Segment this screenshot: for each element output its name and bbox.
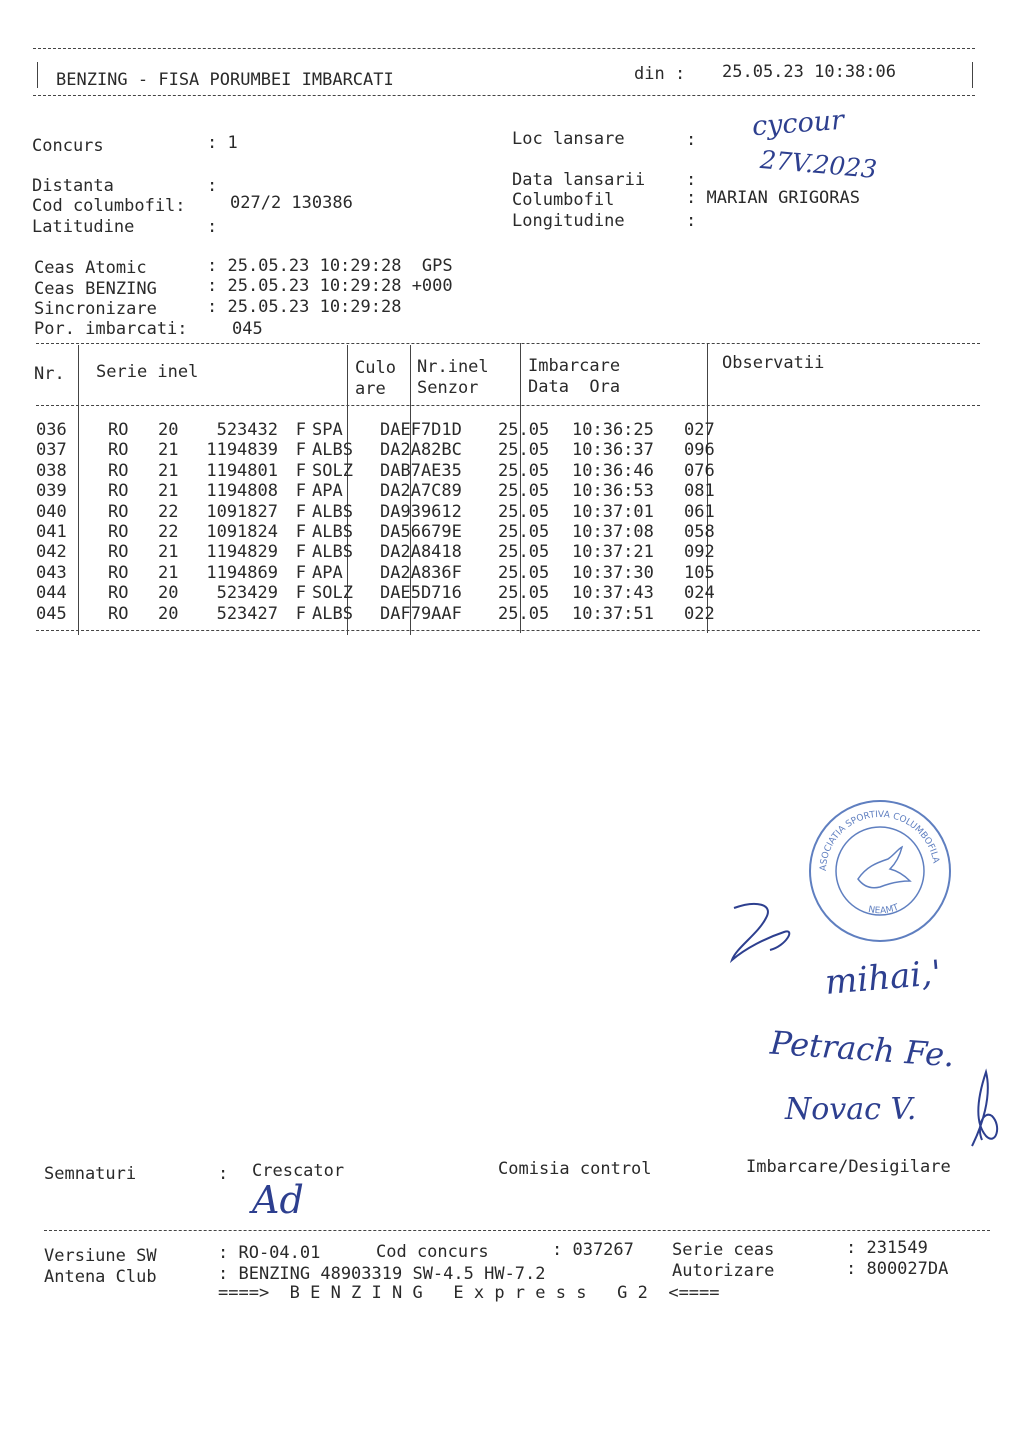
cell-data: 25.05 (498, 562, 550, 583)
cod-concurs-value: : 037267 (552, 1240, 634, 1260)
header-top-rule (33, 48, 975, 49)
cell-data: 25.05 (498, 603, 550, 624)
col-header-nr: Nr. (34, 364, 65, 384)
cell-ora: 10:37:51 (572, 603, 654, 624)
handwritten-mihai: mihai,' (823, 953, 943, 1003)
cell-ora: 10:36:53 (572, 481, 654, 502)
table-top-rule (36, 343, 980, 344)
cell-inel: 1194839 (206, 440, 278, 461)
cell-culoare: ALBS (312, 501, 353, 522)
cell-an: 22 (158, 522, 179, 543)
latitudine-label: Latitudine (32, 217, 135, 237)
cell-senzor: DAEF7D1D (380, 420, 462, 440)
table-bottom-rule (36, 630, 980, 631)
dove-icon (858, 847, 910, 888)
columbofil-label: Columbofil (512, 190, 615, 210)
antena-club-value: : BENZING 48903319 SW-4.5 HW-7.2 (218, 1264, 546, 1284)
versiune-sw-label: Versiune SW (44, 1246, 157, 1266)
cell-sex: F (295, 420, 306, 440)
concurs-value: : 1 (207, 133, 238, 153)
cell-culoare: ALBS (312, 603, 353, 624)
col-header-serie-inel: Serie inel (96, 362, 199, 382)
cell-ora: 10:36:37 (572, 440, 654, 461)
handwritten-petrache: Petrach Fe. (768, 1023, 956, 1075)
cell-senzor: DA2A8418 (380, 542, 462, 563)
cell-an: 21 (158, 542, 179, 563)
cell-inel: 523432 (216, 420, 278, 440)
cell-senzor: DA2A7C89 (380, 481, 462, 502)
cell-obs: 027 (684, 420, 715, 440)
document-title: BENZING - FISA PORUMBEI IMBARCATI (56, 70, 394, 90)
ceas-atomic-label: Ceas Atomic (34, 258, 147, 278)
cell-data: 25.05 (498, 583, 550, 604)
svg-text:NEAMT (867, 903, 900, 917)
cell-culoare: ALBS (312, 440, 353, 461)
cell-tara: RO (108, 440, 129, 461)
cell-sex: F (295, 542, 306, 563)
signature-scribble-1 (726, 898, 806, 968)
cell-obs: 024 (684, 583, 715, 604)
col-header-senzor: Senzor (417, 378, 479, 398)
antena-club-label: Antena Club (44, 1267, 157, 1287)
cell-tara: RO (108, 603, 129, 624)
cell-nr: 040 (36, 501, 67, 522)
handwritten-novac: Novac V. (785, 1092, 917, 1127)
stamp-bottom-text: NEAMT (867, 902, 901, 917)
cell-tara: RO (108, 501, 129, 522)
cell-sex: F (295, 440, 306, 461)
cell-culoare: APA (312, 481, 343, 502)
cell-tara: RO (108, 562, 129, 583)
table-row (36, 420, 744, 440)
cell-sex: F (295, 603, 306, 624)
cell-senzor: DA939612 (380, 501, 462, 522)
cell-nr: 036 (36, 420, 67, 440)
pigeons-table (36, 420, 744, 624)
cell-nr: 043 (36, 562, 67, 583)
ceas-benzing-label: Ceas BENZING (34, 279, 157, 299)
cell-senzor: DA2A836F (380, 562, 462, 583)
cell-tara: RO (108, 481, 129, 502)
sincronizare-label: Sincronizare (34, 299, 157, 319)
cell-sex: F (295, 481, 306, 502)
cell-senzor: DAE5D716 (380, 583, 462, 604)
cod-concurs-label: Cod concurs (376, 1242, 489, 1262)
stamp-text: ASOCIATIA SPORTIVA COLUMBOFILA (818, 809, 941, 872)
imbarcare-desigilare-label: Imbarcare/Desigilare (746, 1157, 951, 1177)
cell-data: 25.05 (498, 481, 550, 502)
table-row (36, 461, 744, 481)
sincronizare-value: : 25.05.23 10:29:28 (207, 297, 402, 317)
handwritten-loc-lansare: cycour (751, 104, 846, 143)
cell-data: 25.05 (498, 440, 550, 461)
cell-tara: RO (108, 460, 129, 481)
table-row (36, 522, 744, 542)
header-left-rule (37, 62, 38, 88)
cell-ora: 10:37:01 (572, 501, 654, 522)
footer-top-rule (44, 1230, 990, 1231)
table-header-bottom-rule (36, 405, 980, 406)
cell-data: 25.05 (498, 542, 550, 563)
cell-nr: 037 (36, 440, 67, 461)
cell-inel: 1194829 (206, 542, 278, 563)
handwritten-data-lansarii: 27V.2023 (758, 144, 879, 185)
cell-obs: 092 (684, 542, 715, 563)
cell-ora: 10:36:25 (572, 420, 654, 440)
header-right-rule (972, 62, 973, 88)
association-stamp (806, 797, 954, 945)
latitudine-colon: : (207, 217, 218, 237)
cell-sex: F (295, 460, 306, 481)
comisia-control-label: Comisia control (498, 1159, 652, 1179)
cell-tara: RO (108, 583, 129, 604)
cell-an: 21 (158, 481, 179, 502)
table-row (36, 604, 744, 624)
cell-tara: RO (108, 522, 129, 543)
porumbei-imbarcati-label: Por. imbarcati: (34, 319, 188, 339)
table-row (36, 563, 744, 583)
cell-obs: 081 (684, 481, 715, 502)
distanta-label: Distanta (32, 176, 114, 196)
cell-sex: F (295, 501, 306, 522)
cell-obs: 076 (684, 460, 715, 481)
cell-culoare: ALBS (312, 542, 353, 563)
ceas-benzing-value: : 25.05.23 10:29:28 +000 (207, 276, 453, 296)
cell-culoare: APA (312, 562, 343, 583)
semnaturi-label: Semnaturi (44, 1164, 137, 1184)
cell-an: 20 (158, 420, 179, 440)
col-header-observatii: Observatii (722, 353, 825, 373)
handwritten-crescator-signature: Ad (252, 1178, 304, 1222)
cell-senzor: DA2A82BC (380, 440, 462, 461)
cell-sex: F (295, 562, 306, 583)
cell-tara: RO (108, 542, 129, 563)
col-header-imbarcare: Imbarcare (528, 356, 621, 376)
cell-nr: 042 (36, 542, 67, 563)
table-row (36, 542, 744, 562)
header-bottom-rule (33, 95, 975, 96)
cell-culoare: SPA (312, 420, 343, 440)
table-row (36, 481, 744, 501)
serie-ceas-label: Serie ceas (672, 1240, 775, 1260)
cell-data: 25.05 (498, 522, 550, 543)
cell-an: 20 (158, 583, 179, 604)
longitudine-label: Longitudine (512, 211, 625, 231)
cell-senzor: DAB7AE35 (380, 460, 462, 481)
cod-columbofil-value: 027/2 130386 (230, 193, 353, 213)
benzing-express-banner: ====> B E N Z I N G E x p r e s s G 2 <==== (218, 1283, 720, 1303)
autorizare-value: : 800027DA (846, 1259, 949, 1279)
cell-sex: F (295, 583, 306, 604)
cell-culoare: SOLZ (312, 583, 353, 604)
signature-scribble-2 (962, 1066, 1008, 1156)
loc-lansare-colon: : (686, 130, 697, 150)
cell-senzor: DAF79AAF (380, 603, 462, 624)
cell-obs: 096 (684, 440, 715, 461)
loc-lansare-label: Loc lansare (512, 129, 625, 149)
cell-data: 25.05 (498, 420, 550, 440)
cell-ora: 10:37:08 (572, 522, 654, 543)
cod-columbofil-label: Cod columbofil: (32, 196, 186, 216)
cell-data: 25.05 (498, 460, 550, 481)
longitudine-colon: : (686, 211, 697, 231)
versiune-sw-value: : RO-04.01 (218, 1243, 321, 1263)
col-header-nr-inel: Nr.inel (417, 357, 489, 377)
cell-culoare: ALBS (312, 522, 353, 543)
serie-ceas-value: : 231549 (846, 1238, 928, 1258)
data-lansarii-label: Data lansarii (512, 170, 646, 190)
cell-inel: 1194808 (206, 481, 278, 502)
data-lansarii-colon: : (686, 170, 697, 190)
cell-ora: 10:36:46 (572, 460, 654, 481)
cell-ora: 10:37:43 (572, 583, 654, 604)
cell-tara: RO (108, 420, 129, 440)
cell-nr: 045 (36, 603, 67, 624)
header-din-label: din : (634, 64, 686, 84)
cell-obs: 022 (684, 603, 715, 624)
porumbei-imbarcati-value: 045 (232, 319, 263, 339)
cell-nr: 041 (36, 522, 67, 543)
cell-obs: 105 (684, 562, 715, 583)
cell-senzor: DA56679E (380, 522, 462, 543)
cell-culoare: SOLZ (312, 460, 353, 481)
cell-nr: 038 (36, 460, 67, 481)
cell-ora: 10:37:30 (572, 562, 654, 583)
table-row (36, 502, 744, 522)
cell-an: 21 (158, 460, 179, 481)
semnaturi-colon: : (218, 1164, 229, 1184)
cell-nr: 039 (36, 481, 67, 502)
header-datetime: 25.05.23 10:38:06 (722, 62, 896, 82)
cell-inel: 523427 (216, 603, 278, 624)
cell-an: 20 (158, 603, 179, 624)
cell-data: 25.05 (498, 501, 550, 522)
cell-inel: 523429 (216, 583, 278, 604)
cell-an: 21 (158, 562, 179, 583)
cell-inel: 1194801 (206, 460, 278, 481)
cell-sex: F (295, 522, 306, 543)
cell-an: 21 (158, 440, 179, 461)
cell-obs: 058 (684, 522, 715, 543)
table-row (36, 440, 744, 460)
cell-inel: 1194869 (206, 562, 278, 583)
distanta-colon: : (207, 176, 218, 196)
table-row (36, 583, 744, 603)
concurs-label: Concurs (32, 136, 104, 156)
cell-inel: 1091824 (206, 522, 278, 543)
col-header-data-ora: Data Ora (528, 377, 621, 397)
cell-inel: 1091827 (206, 501, 278, 522)
cell-an: 22 (158, 501, 179, 522)
cell-nr: 044 (36, 583, 67, 604)
cell-ora: 10:37:21 (572, 542, 654, 563)
autorizare-label: Autorizare (672, 1261, 775, 1281)
cell-obs: 061 (684, 501, 715, 522)
columbofil-value: : MARIAN GRIGORAS (686, 188, 860, 208)
col-header-are: are (355, 379, 386, 399)
ceas-atomic-value: : 25.05.23 10:29:28 GPS (207, 256, 453, 276)
col-header-culo: Culo (355, 358, 396, 378)
crescator-label: Crescator (252, 1161, 345, 1181)
